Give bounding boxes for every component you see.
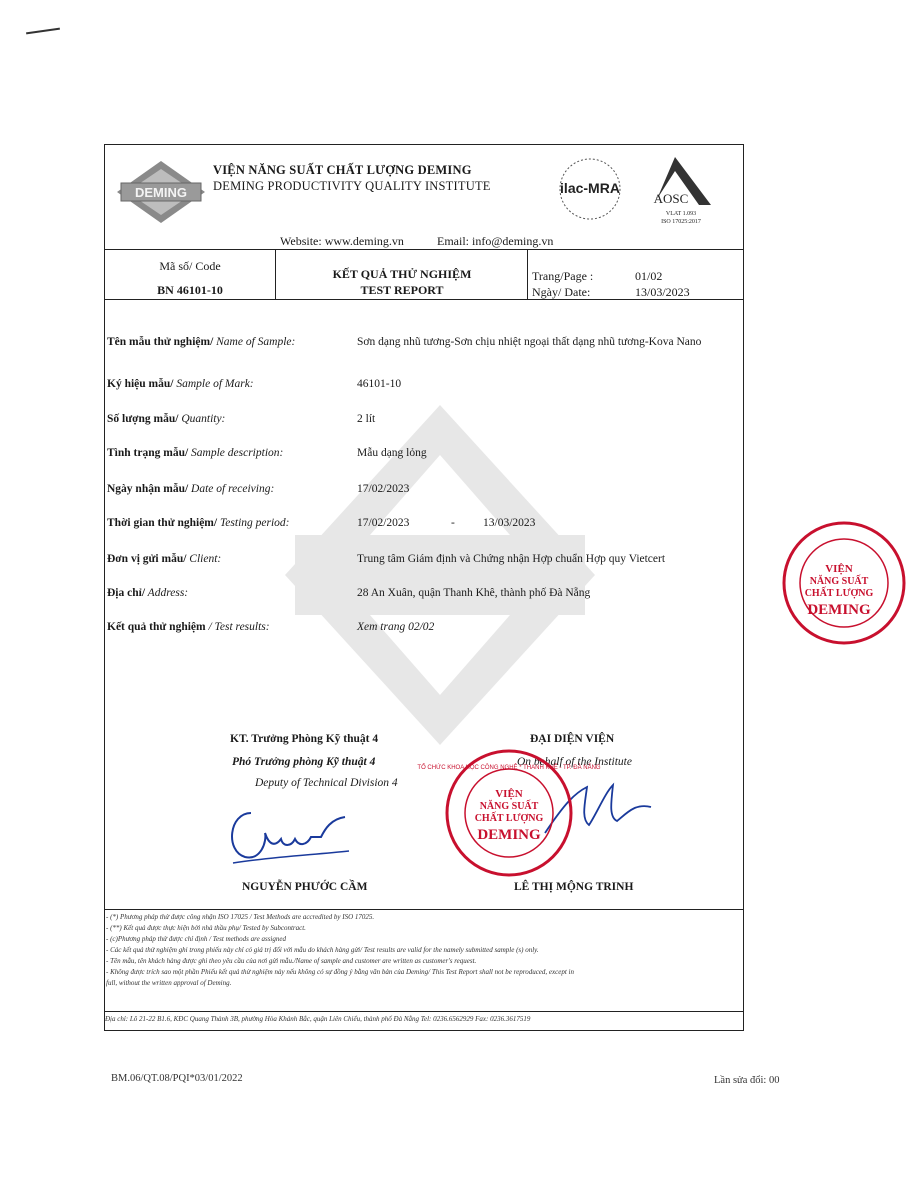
field-client-value: Trung tâm Giám định và Chứng nhận Hợp chuẩn Hợp quy Vietcert bbox=[357, 553, 666, 565]
field-results-label: Kết quả thử nghiệm / Test results: bbox=[107, 621, 270, 633]
left-signer-title: KT. Trưởng Phòng Kỹ thuật 4 bbox=[230, 733, 379, 745]
divider bbox=[527, 250, 528, 299]
field-period-dash: - bbox=[451, 517, 455, 529]
right-signer-title: ĐẠI DIỆN VIỆN bbox=[530, 733, 615, 745]
note-line: full, without the written approval of Deming. bbox=[106, 979, 232, 987]
code-label: Mã số/ Code bbox=[159, 259, 221, 273]
stamp-line-2: NĂNG SUẤT bbox=[479, 801, 539, 812]
report-frame bbox=[104, 144, 744, 1031]
divider bbox=[105, 909, 743, 910]
side-stamp-line-3: CHẤT LƯỢNG bbox=[804, 588, 874, 599]
ilac-mra-logo bbox=[551, 153, 629, 227]
divider bbox=[105, 299, 743, 300]
left-signer-name: NGUYỄN PHƯỚC CẦM bbox=[242, 881, 368, 893]
note-line: - (*) Phương pháp thử được công nhận ISO 17025 / Test Methods are accredited by ISO 17025. bbox=[106, 913, 375, 921]
side-stamp-line-4: DEMING bbox=[807, 602, 871, 618]
code-value: BN 46101-10 bbox=[157, 283, 223, 297]
aosc-title: AOSC bbox=[653, 191, 689, 206]
note-line: - Không được trích sao một phần Phiếu kết quả thử nghiệm này nếu không có sự đồng ý bằng văn bản của Deming/ This Test Report shall not be reproduced, except in bbox=[106, 968, 574, 976]
note-line: - (c)Phương pháp thử được chỉ định / Test methods are assigned bbox=[106, 935, 286, 943]
field-period-end: 13/03/2023 bbox=[483, 517, 536, 529]
field-receiving-label: Ngày nhận mẫu/ Date of receiving: bbox=[107, 483, 275, 495]
report-title-vn: KẾT QUẢ THỬ NGHIỆM bbox=[332, 267, 472, 281]
field-period-start: 17/02/2023 bbox=[357, 517, 410, 529]
date-value: 13/03/2023 bbox=[635, 285, 690, 299]
field-description-value: Mẫu dạng lỏng bbox=[357, 447, 427, 459]
field-results-value: Xem trang 02/02 bbox=[357, 621, 435, 633]
field-address-value: 28 An Xuân, quận Thanh Khê, thành phố Đà Nẵng bbox=[357, 587, 591, 599]
partial-stamp-edge bbox=[779, 518, 909, 648]
field-quantity-label: Số lượng mẫu/ Quantity: bbox=[107, 413, 226, 425]
stamp-ring-text: TỔ CHỨC KHOA HỌC CÔNG NGHỆ * THANH KHÊ - TP. ĐÀ NẴNG bbox=[417, 765, 601, 771]
divider bbox=[275, 250, 276, 299]
stamp-line-4: DEMING bbox=[477, 827, 541, 843]
right-signer-name: LÊ THỊ MỘNG TRINH bbox=[514, 881, 634, 893]
revision-number: Lần sửa đổi: 00 bbox=[714, 1075, 780, 1086]
left-signer-subtitle-en: Deputy of Technical Division 4 bbox=[255, 777, 398, 789]
logo-text: DEMING bbox=[135, 185, 187, 200]
note-line: - (**) Kết quả được thực hiện bởi nhà thầu phụ/ Tested by Subcontract. bbox=[106, 924, 306, 932]
institute-address-line: Địa chỉ: Lô 21-22 B1.6, KĐC Quang Thành 3B, phường Hòa Khánh Bắc, quận Liên Chiểu, thành phố Đà Nẵng Tel: 0236.6562929 Fax: 0236.3617519 bbox=[105, 1015, 531, 1023]
scan-artifact-mark bbox=[26, 28, 60, 35]
signature-left bbox=[221, 793, 361, 873]
website-text: Website: www.deming.vn bbox=[280, 234, 404, 248]
institute-stamp bbox=[417, 747, 601, 879]
institute-name-vn: VIỆN NĂNG SUẤT CHẤT LƯỢNG DEMING bbox=[213, 163, 472, 177]
institute-name-en: DEMING PRODUCTIVITY QUALITY INSTITUTE bbox=[213, 179, 491, 193]
field-mark-value: 46101-10 bbox=[357, 378, 402, 390]
aosc-logo bbox=[635, 153, 727, 227]
field-quantity-value: 2 lít bbox=[357, 413, 376, 425]
email-text: Email: info@deming.vn bbox=[437, 234, 554, 248]
ilac-text: ilac-MRA bbox=[560, 180, 620, 196]
form-code: BM.06/QT.08/PQI*03/01/2022 bbox=[111, 1073, 243, 1084]
field-address-label: Địa chỉ/ Address: bbox=[107, 587, 189, 599]
field-name-value: Sơn dạng nhũ tương-Sơn chịu nhiệt ngoại thất dạng nhũ tương-Kova Nano bbox=[357, 336, 702, 348]
notes-block bbox=[105, 912, 741, 989]
note-line: - Tên mẫu, tên khách hàng được ghi theo yêu cầu của nơi gửi mẫu./Name of sample and customer are written as customer's request. bbox=[106, 957, 477, 965]
date-label: Ngày/ Date: bbox=[532, 285, 591, 299]
aosc-line-2: ISO 17025:2017 bbox=[661, 219, 701, 225]
divider bbox=[105, 249, 743, 250]
left-signer-subtitle: Phó Trưởng phòng Kỹ thuật 4 bbox=[232, 756, 376, 768]
field-receiving-value: 17/02/2023 bbox=[357, 483, 410, 495]
stamp-line-3: CHẤT LƯỢNG bbox=[474, 813, 544, 824]
deming-watermark bbox=[275, 395, 605, 755]
field-description-label: Tình trạng mẫu/ Sample description: bbox=[107, 447, 284, 459]
field-name-label: Tên mẫu thử nghiệm/ Name of Sample: bbox=[107, 336, 296, 348]
right-signer-subtitle: On behalf of the Institute bbox=[517, 756, 632, 768]
side-stamp-line-1: VIỆN bbox=[825, 563, 853, 575]
report-title-en: TEST REPORT bbox=[360, 283, 444, 297]
divider bbox=[105, 1011, 743, 1012]
page-value: 01/02 bbox=[635, 269, 663, 283]
page-label: Trang/Page : bbox=[532, 269, 594, 283]
note-line: - Các kết quả thử nghiệm ghi trong phiếu này chỉ có giá trị đối với mẫu do khách hàng gửi/ Test results are valid for the namely submitted sample (s) only. bbox=[106, 946, 539, 954]
side-stamp-line-2: NĂNG SUẤT bbox=[809, 576, 869, 587]
field-mark-label: Ký hiệu mẫu/ Sample of Mark: bbox=[107, 378, 254, 390]
deming-logo bbox=[115, 159, 207, 225]
field-period-label: Thời gian thử nghiệm/ Testing period: bbox=[107, 517, 290, 529]
aosc-line-1: VLAT 1.093 bbox=[665, 211, 697, 217]
field-client-label: Đơn vị gửi mẫu/ Client: bbox=[107, 553, 222, 565]
stamp-line-1: VIỆN bbox=[495, 788, 523, 800]
